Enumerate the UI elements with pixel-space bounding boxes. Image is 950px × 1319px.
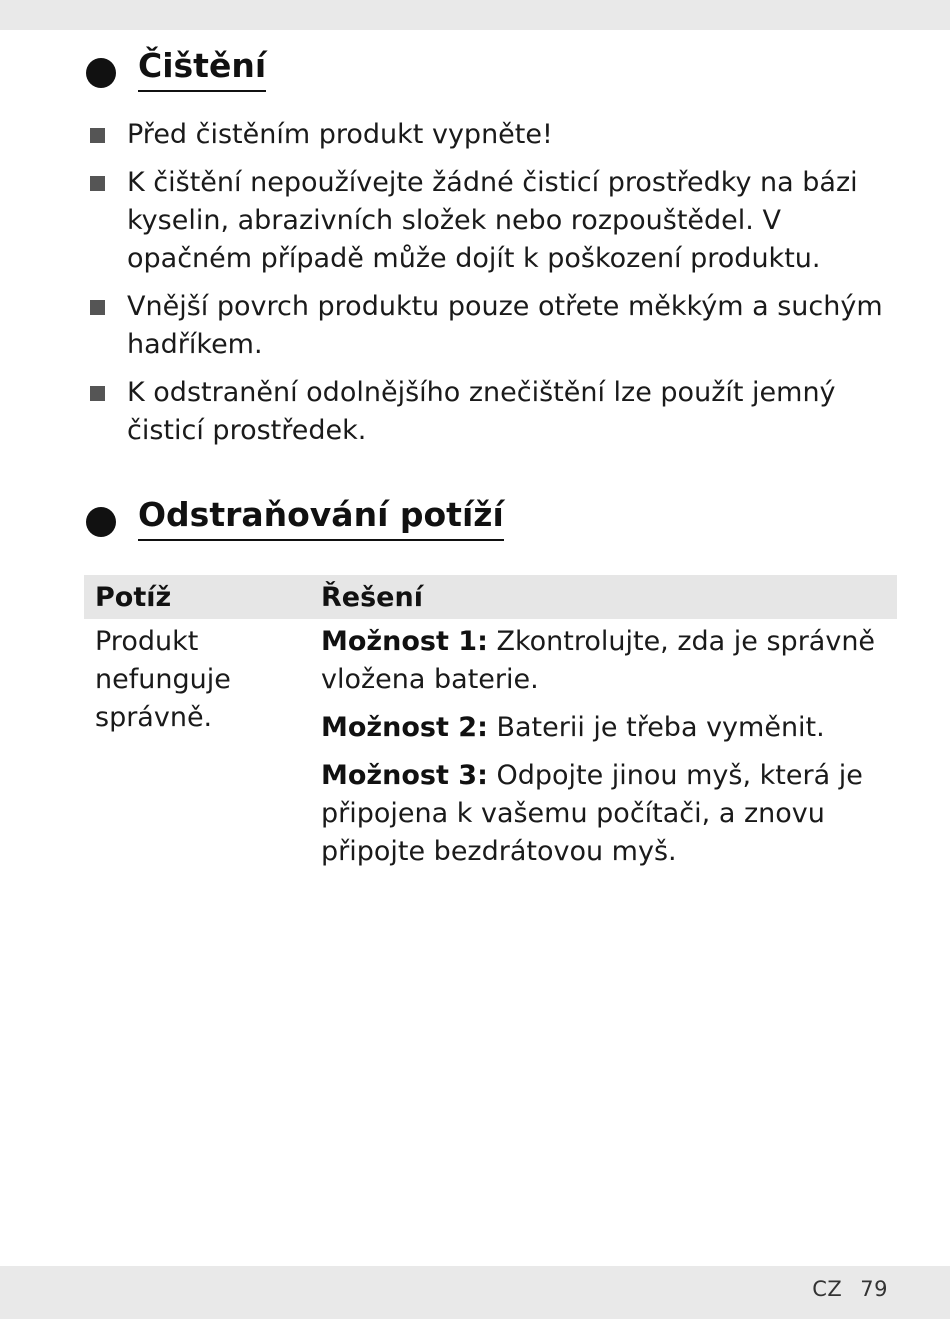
option-2-text: Baterii je třeba vyměnit. (487, 712, 825, 743)
option-2 (321, 709, 887, 747)
page-number: 79 (860, 1277, 888, 1301)
square-bullet-icon (90, 300, 105, 315)
page-footer (812, 1277, 888, 1301)
solution-cell (321, 623, 897, 881)
troubleshooting-table (84, 575, 897, 881)
header-problem: Potíž (95, 581, 172, 613)
problem-text: Produkt nefunguje správně. (95, 626, 231, 733)
heading-troubleshooting-text: Odstraňování potíží (138, 495, 504, 541)
table-header-row (84, 575, 897, 619)
option-3-text: Odpojte jinou myš, která je připojena k vašemu počítači, a znovu připojte bezdrátovou myš. (321, 760, 863, 867)
option-2-label: Možnost 2: (321, 712, 488, 743)
table-row (84, 619, 897, 881)
heading-troubleshooting (86, 495, 504, 541)
list-item (90, 164, 890, 278)
heading-cleaning-text: Čištění (138, 46, 266, 92)
cleaning-list (90, 116, 890, 460)
square-bullet-icon (90, 386, 105, 401)
problem-cell (84, 623, 321, 881)
footer-band (0, 1266, 950, 1319)
bullet-dot-icon (86, 507, 116, 537)
option-3-label: Možnost 3: (321, 760, 488, 791)
top-band (0, 0, 950, 30)
bullet-dot-icon (86, 58, 116, 88)
list-item (90, 288, 890, 364)
list-item-text: K odstranění odolnějšího znečištění lze použít jemný čisticí prostředek. (127, 377, 836, 446)
option-1-label: Možnost 1: (321, 626, 488, 657)
option-1-text: Zkontrolujte, zda je správně vložena baterie. (321, 626, 876, 695)
list-item-text: Před čistěním produkt vypněte! (127, 119, 553, 150)
option-1 (321, 623, 887, 699)
square-bullet-icon (90, 128, 105, 143)
list-item-text: Vnější povrch produktu pouze otřete měkkým a suchým hadříkem. (127, 291, 883, 360)
heading-cleaning (86, 46, 266, 92)
list-item-text: K čištění nepoužívejte žádné čisticí prostředky na bázi kyselin, abrazivních složek nebo rozpouštědel. V opačném případě může dojít k poškození produktu. (127, 167, 858, 274)
list-item (90, 374, 890, 450)
square-bullet-icon (90, 176, 105, 191)
header-solution: Řešení (321, 581, 423, 613)
option-3 (321, 757, 887, 871)
footer-language: CZ (812, 1277, 843, 1301)
list-item (90, 116, 890, 154)
